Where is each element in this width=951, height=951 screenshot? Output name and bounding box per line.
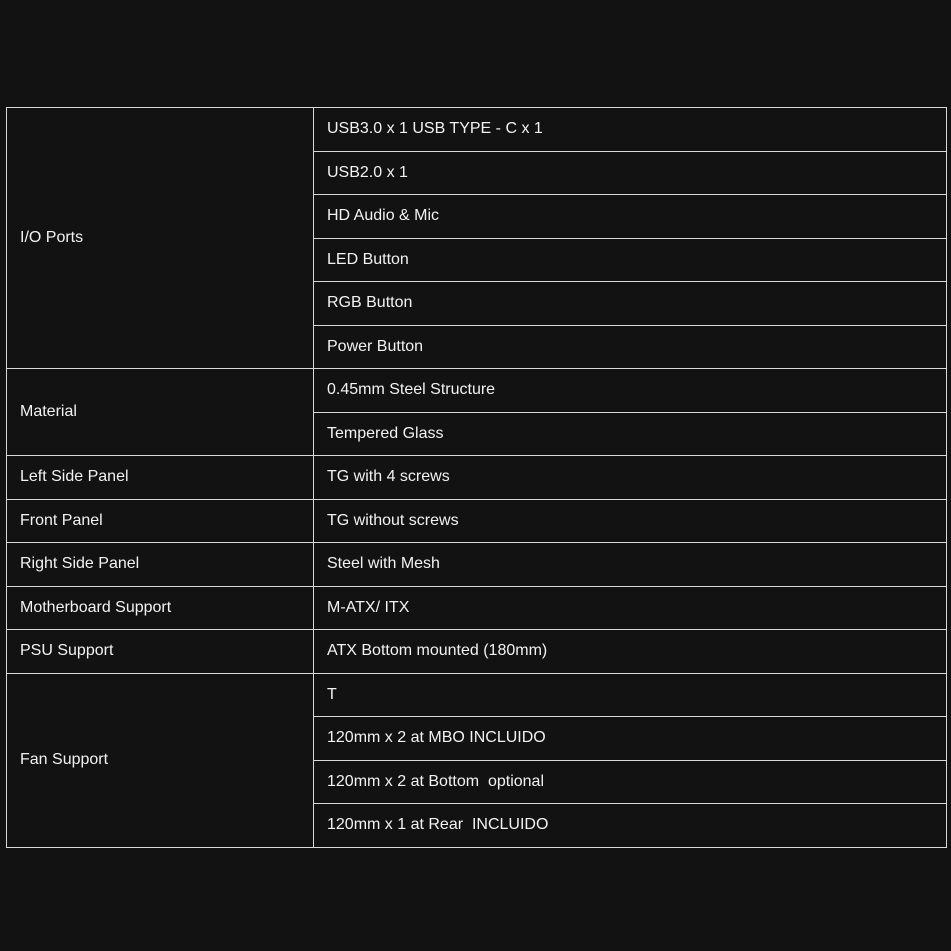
table-row: [7, 456, 947, 500]
spec-value: 120mm x 2 at Bottom optional: [314, 760, 947, 804]
spec-label-right-side-panel: Right Side Panel: [7, 543, 314, 587]
spec-label-material: Material: [7, 369, 314, 456]
spec-label-motherboard-support: Motherboard Support: [7, 586, 314, 630]
spec-value: T: [314, 673, 947, 717]
spec-value: M-ATX/ ITX: [314, 586, 947, 630]
spec-value: 0.45mm Steel Structure: [314, 369, 947, 413]
spec-table: [6, 107, 947, 848]
spec-value: Steel with Mesh: [314, 543, 947, 587]
spec-value: ATX Bottom mounted (180mm): [314, 630, 947, 674]
table-row: [7, 673, 947, 717]
table-row: [7, 499, 947, 543]
spec-label-front-panel: Front Panel: [7, 499, 314, 543]
spec-value: HD Audio & Mic: [314, 195, 947, 239]
spec-value: TG with 4 screws: [314, 456, 947, 500]
spec-value: LED Button: [314, 238, 947, 282]
spec-value: RGB Button: [314, 282, 947, 326]
spec-table-body: [7, 108, 947, 848]
spec-value: USB2.0 x 1: [314, 151, 947, 195]
spec-label-psu-support: PSU Support: [7, 630, 314, 674]
spec-label-fan-support: Fan Support: [7, 673, 314, 847]
spec-value: 120mm x 2 at MBO INCLUIDO: [314, 717, 947, 761]
spec-label-io-ports: I/O Ports: [7, 108, 314, 369]
table-row: [7, 108, 947, 152]
spec-value: Power Button: [314, 325, 947, 369]
spec-value: USB3.0 x 1 USB TYPE - C x 1: [314, 108, 947, 152]
spec-value: TG without screws: [314, 499, 947, 543]
spec-value: Tempered Glass: [314, 412, 947, 456]
table-row: [7, 630, 947, 674]
table-row: [7, 586, 947, 630]
table-row: [7, 543, 947, 587]
spec-value: 120mm x 1 at Rear INCLUIDO: [314, 804, 947, 848]
spec-label-left-side-panel: Left Side Panel: [7, 456, 314, 500]
table-row: [7, 369, 947, 413]
